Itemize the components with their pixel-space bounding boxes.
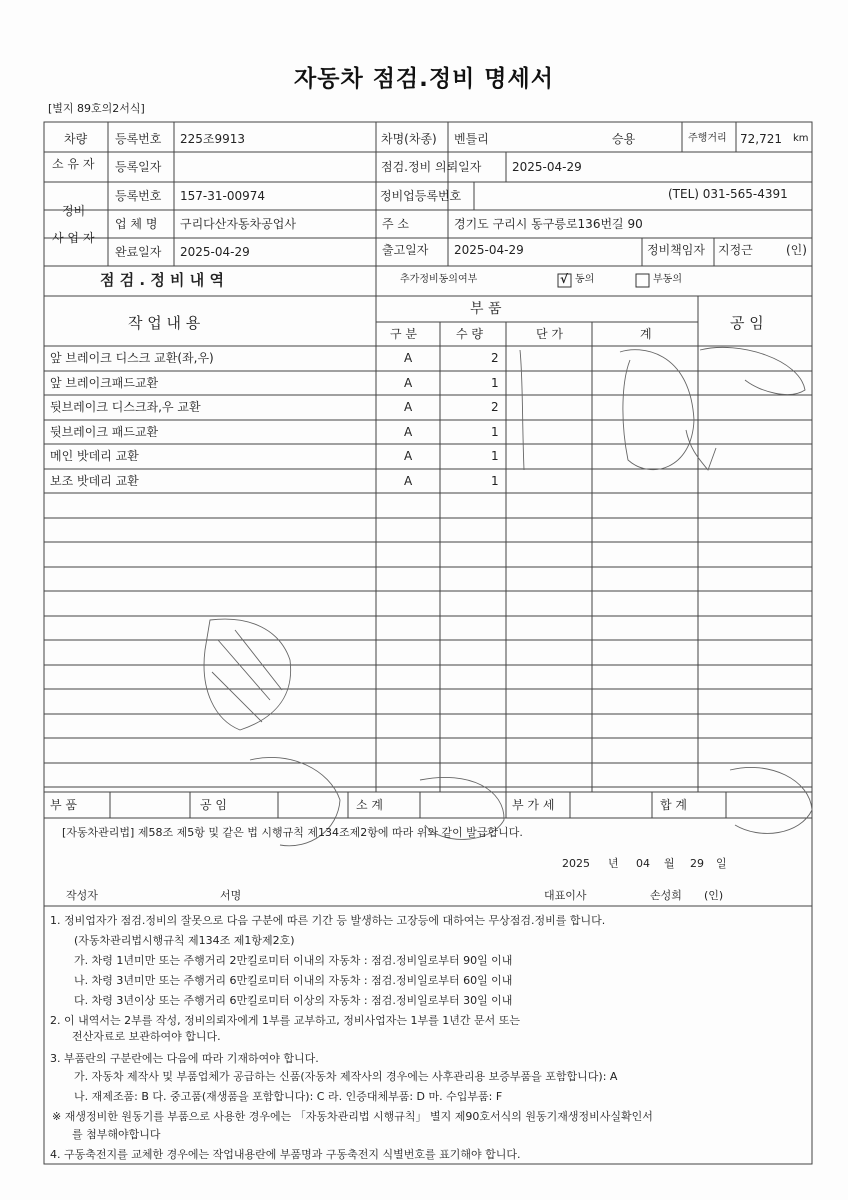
grand-total-label: 합 계 — [660, 798, 687, 812]
issue-year: 2025 — [562, 857, 590, 870]
note-line: 2. 이 내역서는 2부를 작성, 정비의뢰자에게 1부를 교부하고, 정비사업자는 1부를 1년간 문서 또는 — [50, 1014, 520, 1027]
note-line: 나. 차령 3년미만 또는 주행거리 6만킬로미터 이내의 자동차 : 점검.정비일로부터 60일 이내 — [74, 974, 513, 987]
consent-label: 추가정비동의여부 — [400, 274, 478, 285]
owner-reg-no-label: 등록번호 — [115, 132, 162, 146]
business-tel: (TEL) 031-565-4391 — [668, 187, 788, 201]
note-line: 나. 재제조품: B 다. 중고품(재생품을 포함합니다): C 라. 인증대체부품: D 마. 수입부품: F — [74, 1090, 503, 1103]
work-row-description: 보조 밧데리 교환 — [50, 474, 139, 488]
handwritten-scribbles — [204, 347, 812, 845]
note-line: ※ 재생정비한 원동기를 부품으로 사용한 경우에는 「자동차관리법 시행규칙」 별지 제90호서식의 원동기재생정비사실확인서 — [52, 1110, 653, 1123]
unit-price-header: 단 가 — [536, 327, 563, 341]
work-row-qty: 2 — [491, 351, 499, 365]
vat-label: 부 가 세 — [512, 798, 555, 812]
owner-section-label: 차량 — [64, 132, 88, 146]
mileage-label: 주행거리 — [688, 133, 727, 144]
release-date-label: 출고일자 — [382, 243, 429, 257]
issue-month: 04 — [636, 857, 650, 870]
ceo-label: 대표이사 — [544, 889, 587, 902]
sign-label: 서명 — [220, 889, 242, 902]
address-value: 경기도 구리시 동구릉로136번길 90 — [454, 217, 643, 231]
mileage-unit: km — [793, 133, 809, 144]
work-row-qty: 2 — [491, 400, 499, 414]
owner-reg-no: 225조9913 — [180, 132, 246, 146]
note-line: 4. 구동축전지를 교체한 경우에는 작업내용란에 부품명과 구동축전지 식별번호를 표기해야 합니다. — [50, 1148, 521, 1161]
issue-year-unit: 년 — [608, 857, 619, 870]
form-number: [별지 89호의2서식] — [48, 102, 145, 115]
manager-label: 정비책임자 — [647, 243, 705, 257]
work-row-qty: 1 — [491, 425, 499, 439]
note-line: 를 첨부해야합니다 — [72, 1128, 161, 1141]
business-section-label-2: 사 업 자 — [52, 231, 95, 245]
parts-header: 부 품 — [470, 301, 502, 317]
work-row-description: 앞 브레이크패드교환 — [50, 376, 159, 390]
model-value: 벤틀리 — [454, 132, 489, 146]
vehicle-type: 승용 — [612, 132, 636, 146]
issue-day: 29 — [690, 857, 704, 870]
writer-label: 작성자 — [66, 889, 98, 902]
note-line: 다. 차령 3년이상 또는 주행거리 6만킬로미터 이상의 자동차 : 점검.정비일로부터 30일 이내 — [74, 994, 513, 1007]
ceo-name: 손성희 — [650, 889, 682, 902]
issue-month-unit: 월 — [664, 857, 675, 870]
work-row-description: 메인 밧데리 교환 — [50, 449, 139, 463]
note-line: (자동차관리법시행규칙 제134조 제1항제2호) — [74, 934, 295, 947]
business-section-label: 정비 — [62, 204, 86, 218]
total-header: 계 — [640, 327, 652, 341]
consent-yes-label: 동의 — [575, 274, 595, 285]
work-row-qty: 1 — [491, 449, 499, 463]
consent-no-label: 부동의 — [653, 274, 682, 285]
law-statement: [자동차관리법] 제58조 제5항 및 같은 법 시행규칙 제134조제2항에 따라 위와 같이 발급합니다. — [62, 826, 523, 839]
done-date: 2025-04-29 — [180, 245, 250, 259]
note-line: 가. 자동차 제작사 및 부품업체가 공급하는 신품(자동차 제작사의 경우에는 사후관리용 보증부품을 포함합니다): A — [74, 1070, 618, 1083]
work-row-description: 앞 브레이크 디스크 교환(좌,우) — [50, 351, 214, 365]
note-line: 1. 정비업자가 점검.정비의 잘못으로 다음 구분에 따른 기간 등 발생하는 고장등에 대하여는 무상점검.정비를 합니다. — [50, 914, 606, 927]
ceo-seal: (인) — [704, 889, 724, 902]
manager-name: 지정근 — [718, 243, 753, 257]
manager-seal: (인) — [786, 243, 807, 257]
work-row-description: 뒷브레이크 패드교환 — [50, 425, 159, 439]
consent-check-mark: √ — [560, 272, 569, 286]
note-line: 전산자료로 보관하여야 합니다. — [72, 1030, 221, 1043]
biz-reg-label: 정비업등록번호 — [380, 189, 462, 203]
mileage-value: 72,721 — [740, 132, 782, 146]
company-label: 업 체 명 — [115, 217, 158, 231]
work-row-type: A — [404, 400, 413, 414]
business-reg-no: 157-31-00974 — [180, 189, 266, 203]
labor-total-label: 공 임 — [200, 798, 227, 812]
request-date: 2025-04-29 — [512, 160, 582, 174]
document-title: 자동차 점검.정비 명세서 — [294, 66, 554, 92]
subtotal-label: 소 계 — [356, 798, 383, 812]
done-date-label: 완료일자 — [115, 245, 162, 259]
type-header: 구 분 — [390, 327, 417, 341]
note-line: 가. 차령 1년미만 또는 주행거리 2만킬로미터 이내의 자동차 : 점검.정비일로부터 90일 이내 — [74, 954, 513, 967]
work-row-qty: 1 — [491, 376, 499, 390]
release-date: 2025-04-29 — [454, 243, 524, 257]
parts-total-label: 부 품 — [50, 798, 77, 812]
work-row-type: A — [404, 351, 413, 365]
company-name: 구리다산자동차공업사 — [180, 217, 296, 231]
owner-reg-date-label: 등록일자 — [115, 160, 162, 174]
work-row-qty: 1 — [491, 474, 499, 488]
qty-header: 수 량 — [456, 327, 483, 341]
note-line: 3. 부품란의 구분란에는 다음에 따라 기재하여야 합니다. — [50, 1052, 319, 1065]
request-date-label: 점검.정비 의뢰일자 — [381, 160, 482, 174]
work-row-type: A — [404, 376, 413, 390]
work-content-header: 작 업 내 용 — [128, 314, 201, 332]
issue-day-unit: 일 — [716, 857, 727, 870]
work-row-type: A — [404, 449, 413, 463]
labor-header: 공 임 — [730, 314, 764, 332]
work-section-title: 점 검 . 정 비 내 역 — [100, 271, 224, 289]
work-row-type: A — [404, 474, 413, 488]
work-row-type: A — [404, 425, 413, 439]
owner-section-label-2: 소 유 자 — [52, 157, 95, 171]
work-row-description: 뒷브레이크 디스크좌,우 교환 — [50, 400, 201, 414]
model-label: 차명(차종) — [381, 132, 437, 146]
address-label: 주 소 — [382, 217, 409, 231]
business-reg-no-label: 등록번호 — [115, 189, 162, 203]
